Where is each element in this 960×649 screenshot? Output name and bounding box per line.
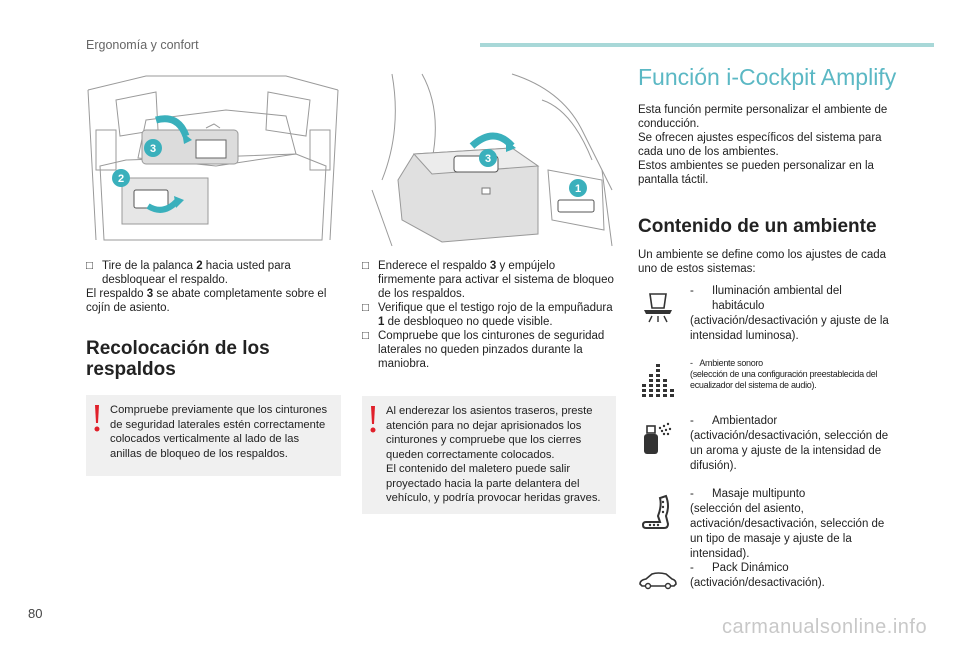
checkbox-icon: □ (362, 330, 369, 342)
left-bullet-1: □ Tire de la palanca 2 hacia usted para desbloquear el respaldo. (86, 260, 291, 286)
heading-contenido: Contenido de un ambiente (638, 216, 877, 237)
equalizer-icon (640, 362, 676, 398)
page-title: Función i-Cockpit Amplify (638, 64, 897, 90)
left-paragraph: El respaldo 3 se abate completamente sobre el cojín de asiento. (86, 288, 327, 314)
callout-2-label: 2 (117, 173, 125, 185)
feature-massage: - Masaje multipunto (selección del asiento, activación/desactivación, selección de un tipo de masaje y ajuste de la intensidad). (690, 488, 885, 560)
car-icon (638, 568, 678, 592)
heading-recolocacion: Recolocación de los respaldos (86, 338, 270, 380)
left-instructions (86, 259, 342, 315)
callout-3-label-mid: 3 (484, 153, 492, 165)
mid-bullet-1: □ Enderece el respaldo 3 y empújelo firmemente para activar el sistema de bloqueo de los respaldos. (362, 260, 614, 300)
callout-3-label: 3 (149, 143, 157, 155)
trunk-illustration-lever (86, 70, 340, 248)
exclamation-icon (368, 406, 378, 434)
trunk-lever-drawing (86, 70, 340, 248)
mid-bullet-2: □ Verifique que el testigo rojo de la empuñadura 1 de desbloqueo no quede visible. (362, 302, 613, 328)
intro-paragraph: Esta función permite personalizar el ambiente de conducción. Se ofrecen ajustes específicos del sistema para cada uno de los ambientes. Estos ambientes se pueden personalizar en la pantalla táctil. (638, 104, 888, 186)
mid-bullet-3: □ Compruebe que los cinturones de seguridad laterales no queden pinzados durante la maniobra. (362, 330, 605, 370)
callout-1-label: 1 (574, 183, 582, 195)
warning-box-left: Compruebe previamente que los cinturones de seguridad laterales estén correctamente colocados verticalmente al lado de las anillas de bloqueo de los respaldos. (86, 395, 341, 476)
header-bar (480, 43, 934, 47)
feature-dynamic-pack: - Pack Dinámico (activación/desactivación). (690, 562, 825, 589)
watermark: carmanualsonline.info (722, 616, 928, 638)
seat-back-illustration (362, 70, 616, 248)
feature-fragrance: - Ambientador (activación/desactivación, selección de un aroma y ajuste de la intensidad de difusión). (690, 415, 889, 472)
checkbox-icon: □ (362, 302, 369, 314)
seat-massage-icon (640, 494, 676, 530)
checkbox-icon: □ (86, 260, 93, 272)
cabin-light-icon (640, 288, 676, 324)
mid-instructions (362, 259, 614, 371)
warning-box-mid: Al enderezar los asientos traseros, preste atención para no dejar aprisionados los cinturones y compruebe que los cierres queden correctamente colocados. El contenido del maletero puede salir proyectado hacia la parte delantera del vehículo, y podría provocar heridas graves. (362, 396, 616, 514)
feature-sound-ambience: - Ambiente sonoro (selección de una configuración preestablecida del ecualizador del sistema de audio). (690, 358, 878, 390)
section-header: Ergonomía y confort (86, 38, 199, 52)
fragrance-icon (640, 420, 676, 456)
definition-paragraph: Un ambiente se define como los ajustes de cada uno de estos sistemas: (638, 249, 887, 275)
exclamation-icon (92, 405, 102, 433)
page-number: 80 (28, 606, 43, 621)
checkbox-icon: □ (362, 260, 369, 272)
feature-cabin-light: - Iluminación ambiental del habitáculo (activación/desactivación y ajuste de la intensidad luminosa). (690, 285, 889, 342)
seat-back-drawing (362, 70, 616, 248)
